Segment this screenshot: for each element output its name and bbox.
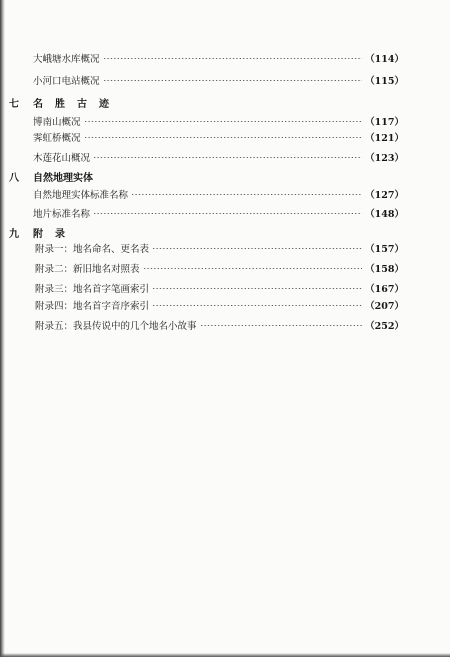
toc-entry[interactable] — [33, 129, 404, 145]
toc-entry-text: 霁虹桥概况 — [33, 133, 81, 144]
toc-entry-page: （167） — [365, 284, 404, 295]
section-number: 九 — [9, 228, 19, 240]
toc-entry[interactable] — [33, 50, 404, 66]
toc-entry-page: （115） — [365, 76, 404, 87]
dot-leader — [152, 305, 362, 306]
dot-leader — [200, 325, 363, 326]
toc-section-heading — [9, 168, 93, 184]
toc-entry[interactable] — [35, 317, 404, 333]
dot-leader — [84, 137, 363, 138]
toc-entry-text: 木莲花山概况 — [33, 153, 91, 164]
toc-entry-page: （121） — [365, 133, 404, 144]
section-number: 七 — [9, 98, 19, 110]
toc-entry-page: （114） — [365, 54, 404, 65]
section-title: 自然地理实体 — [33, 172, 93, 184]
section-number: 八 — [9, 172, 19, 184]
dot-leader — [93, 157, 362, 158]
section-title: 附录 — [33, 228, 77, 240]
toc-entry-page: （157） — [365, 244, 404, 255]
toc-entry-page: （207） — [365, 301, 404, 312]
toc-entry-page: （117） — [365, 117, 404, 128]
dot-leader — [152, 288, 362, 289]
dot-leader — [93, 213, 362, 214]
dot-leader — [143, 268, 363, 269]
section-title: 名胜古迹 — [33, 98, 121, 110]
toc-entry-text: 附录三：地名首字笔画索引 — [35, 284, 150, 295]
dot-leader — [103, 80, 363, 81]
dot-leader — [131, 194, 362, 195]
toc-entry-text: 附录四：地名首字音序索引 — [35, 301, 150, 312]
dot-leader — [103, 58, 363, 59]
toc-entry[interactable] — [35, 240, 404, 256]
scan-edge-bottom — [0, 653, 450, 657]
toc-entry-page: （252） — [365, 321, 404, 332]
toc-entry-text: 附录五：我县传说中的几个地名小故事 — [35, 321, 197, 332]
toc-entry[interactable] — [33, 205, 404, 221]
toc-entry-text: 小河口电站概况 — [33, 76, 100, 87]
toc-entry[interactable] — [35, 297, 404, 313]
toc-entry[interactable] — [33, 72, 404, 88]
toc-entry-page: （123） — [365, 153, 404, 164]
dot-leader — [152, 248, 362, 249]
dot-leader — [84, 121, 363, 122]
toc-entry[interactable] — [35, 260, 404, 276]
toc-entry-page: （158） — [365, 264, 404, 275]
toc-entry-text: 自然地理实体标准名称 — [33, 190, 129, 201]
toc-entry-text: 大峨塘水库概况 — [33, 54, 100, 65]
scan-edge-left — [0, 0, 5, 657]
toc-entry-text: 博南山概况 — [33, 117, 81, 128]
toc-entry-text: 附录二：新旧地名对照表 — [35, 264, 140, 275]
toc-section-heading — [9, 224, 77, 240]
toc-entry[interactable] — [33, 186, 404, 202]
toc-entry[interactable] — [35, 280, 404, 296]
toc-entry-text: 附录一：地名命名、更名表 — [35, 244, 150, 255]
toc-entry[interactable] — [33, 113, 404, 129]
toc-entry[interactable] — [33, 149, 404, 165]
toc-section-heading — [9, 94, 121, 110]
toc-entry-page: （127） — [365, 190, 404, 201]
toc-entry-text: 地片标准名称 — [33, 209, 91, 220]
toc-entry-page: （148） — [365, 209, 404, 220]
